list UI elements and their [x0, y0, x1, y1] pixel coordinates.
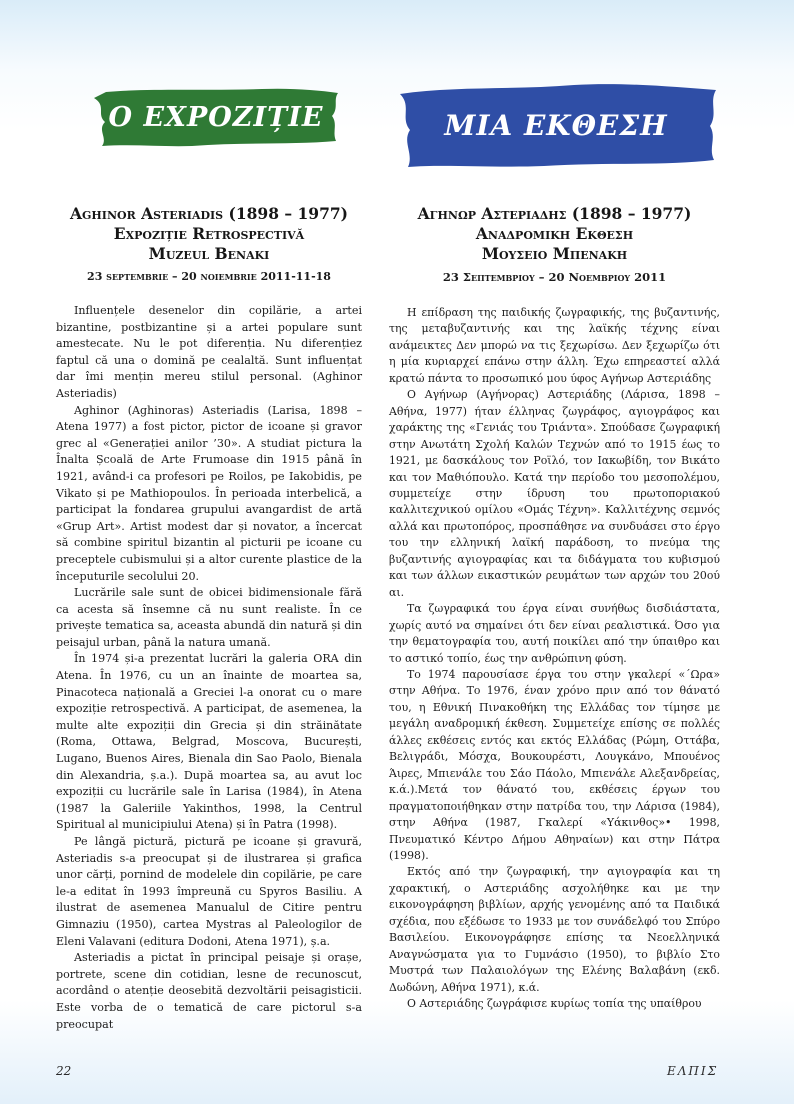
- gr-paragraph: Η επίδραση της παιδικής ζωγραφικής, της βυζαντινής, της μεταβυζαντινής και της λαϊκής τέχνης είναι ανάμεικτες Δεν μπορώ να τις ξεχωρίσω. Δεν ξεχωρίζω ότι η μία κυριαρχεί επάνω στην άλλη. Έχω επηρεαστεί αλλά κρατώ πάντα το προσωπικό μου ύφος Αγήνωρ Αστεριάδης: [389, 306, 720, 385]
- ro-heading-museum: Muzeul Benaki: [148, 244, 270, 263]
- greek-article-column: [389, 204, 720, 1012]
- ro-heading-dates: 23 septembrie – 20 noiembrie 2011-11-18: [87, 270, 331, 283]
- gr-paragraph: Ο Αγήνωρ (Αγήνορας) Αστεριάδης (Λάρισα, 1898 – Αθήνα, 1977) ήταν έλληνας ζωγράφος, αγιογράφος και χαράκτης της «Γενιάς του Τριάντα». Σπούδασε ζωγραφική στην Ανωτάτη Σχολή Καλών Τεχνών από το 1915 έως το 1921, με δασκάλους τον Ροϊλό, τον Ιακωβίδη, τον Βικάτο και τον Μαθιόπουλο. Κατά την περίοδο του μεσοπολέμου, συμμετείχε στην ίδρυση του πρωτοποριακού καλλιτεχνικού ομίλου «Ομάς Τέχνη». Καλλιτέχνης σεμνός αλλά και πρωτοπόρος, προσπάθησε να συνδυάσει στο έργο του την ελληνική λαϊκή παράδοση, το πνεύμα της βυζαντινής αγιογραφίας και τα διδάγματα του κυβισμού και των άλλων εικαστικών ρευμάτων των αρχών του 20ού αι.: [389, 388, 720, 599]
- gr-paragraph: Εκτός από την ζωγραφική, την αγιογραφία και τη χαρακτική, ο Αστεριάδης ασχολήθηκε και με την εικονογράφηση βιβλίων, αρχής γενομένης από τα Παιδικά σχέδια, που εξέδωσε το 1933 με τον συνάδελφό του Σπύρο Βασιλείου. Εικονογράφησε επίσης τα Νεοελληνικά Αναγνώσματα για το Γυμνάσιο (1950), το βιβλίο Στο Μυστρά των Παλαιολόγων της Ελένης Βαλαβάνη (εκδ. Δωδώνη, Αθήνα 1971), κ.ά.: [389, 865, 720, 994]
- romanian-article-heading: [56, 204, 362, 286]
- ro-paragraph: Influențele desenelor din copilărie, a artei bizantine, postbizantine și a artei populare sunt amestecate. Nu le pot diferenția. Nu diferențiez faptul că una o domină pe cealaltă. Sunt influențat dar îmi mențin mereu stilul personal. (Aghinor Asteriadis): [56, 304, 362, 400]
- ro-heading-exhibition: Expoziție Retrospectivă: [113, 224, 305, 243]
- greek-article-heading: [389, 204, 720, 286]
- gr-heading-dates: 23 Σεπτεμβριου – 20 Νοεμβριου 2011: [442, 270, 667, 284]
- greek-article-body: [389, 305, 720, 1012]
- banner-ro-text: O EXPOZIȚIE: [108, 101, 324, 133]
- page-number: 22: [56, 1064, 72, 1078]
- ro-paragraph: Aghinor (Aghinoras) Asteriadis (Larisa, 1898 – Atena 1977) a fost pictor, pictor de icoane și gravor grec al «Generației anilor ’30». A studiat pictura la Înalta Școală de Arte Frumoase din 1915 până în 1921, având-i ca profesori pe Roilos, pe Iakobidis, pe Vikato și pe Mathiopoulos. În perioada interbelică, a participat la fondarea grupului avangardist de artă «Grup Art». Artist modest dar și novator, a încercat să combine spiritul bizantin al picturii pe icoane cu preceptele cubismului și a altor curente plastice de la începuturile secolului 20.: [56, 403, 362, 583]
- ro-paragraph: Lucrările sale sunt de obicei bidimensionale fără ca acesta să însemne că nu sunt realiste. În ce privește tematica sa, aceasta abundă din natură și din peisajul urban, până la natura umană.: [56, 586, 362, 649]
- romanian-article-body: [56, 303, 362, 1033]
- gr-heading-museum: Μουσειο Μπενακη: [481, 244, 628, 263]
- ro-paragraph: În 1974 și-a prezentat lucrări la galeria ORA din Atena. În 1976, cu un an înainte de moartea sa, Pinacoteca națională a Greciei l-a onorat cu o mare expoziție retrospectivă. A participat, de asemenea, la multe alte expoziții din Grecia și din străinătate (Roma, Ottawa, Belgrad, Moscova, București, Lugano, Buenos Aires, Bienala din Sao Paolo, Bienala din Alexandria, ș.a.). După moartea sa, au avut loc expoziții cu lucrările sale în Larisa (1984), în Atena (1987 la Galeriile Yakinthos, 1998, la Centrul Spiritual al municipiului Atena) și în Patra (1998).: [56, 652, 362, 832]
- gr-paragraph: Το 1974 παρουσίασε έργα του στην γκαλερί «΄Ωρα» στην Αθήνα. Το 1976, έναν χρόνο πριν από τον θάνατό του, η Εθνική Πινακοθήκη της Ελλάδας τον τίμησε με μεγάλη αναδρομική έκθεση. Συμμετείχε επίσης σε πολλές άλλες εκθέσεις εντός και εκτός Ελλάδας (Ρώμη, Οττάβα, Βελιγράδι, Μόσχα, Βουκουρέστι, Λουγκάνο, Μπουένος Άιρες, Μπιενάλε του Σάο Πάολο, Μπιενάλε Αλεξανδρείας, κ.ά.).Μετά τον θάνατό του, εκθέσεις έργων του πραγματοποιήθηκαν στην πατρίδα του, την Λάρισα (1984), στην Αθήνα (1987, Γκαλερί «Υάκινθος»• 1998, Πνευματικό Κέντρο Δήμου Αθηναίων) και στην Πάτρα (1998).: [389, 667, 720, 862]
- gr-heading-artist: Αγηνωρ Αστεριαδης (1898 – 1977): [417, 204, 692, 223]
- ro-paragraph: Asteriadis a pictat în principal peisaje și orașe, portrete, scene din cotidian, lesne de recunoscut, acordând o atenție deosebită dezvoltării peisagisticii. Este vorba de o tematică de care pictorul s-a preocupat: [56, 951, 362, 1031]
- banner-gr-text: ΜΙΑ ΕΚΘΕΣΗ: [444, 108, 668, 142]
- gr-heading-exhibition: Αναδρομικη Εκθεση: [475, 224, 634, 243]
- magazine-name: ΕΛΠΙΣ: [667, 1064, 719, 1078]
- ro-heading-artist: Aghinor Asteriadis (1898 – 1977): [69, 204, 348, 223]
- gr-paragraph: Ο Αστεριάδης ζωγράφισε κυρίως τοπία της υπαίθρου: [407, 997, 702, 1011]
- banner-romanian-title: [92, 86, 340, 148]
- banner-greek-title: [394, 80, 718, 168]
- gr-paragraph: Τα ζωγραφικά του έργα είναι συνήθως δισδιάστατα, χωρίς αυτό να σημαίνει ότι δεν είναι ρεαλιστικά. Όσο για την θεματογραφία του, αυτή ποικίλει από την ύπαιθρο και το αστικό τοπίο, έως την ανθρώπινη φύση.: [389, 602, 720, 665]
- ro-paragraph: Pe lângă pictură, pictură pe icoane și gravură, Asteriadis s-a preocupat și de ilustrarea și grafica unor cărți, pornind de modelele din copilărie, pe care le-a editat în 1993 împreună cu Spyros Basiliu. A ilustrat de asemenea Manualul de Citire pentru Gimnaziu (1950), cartea Mystras al Paleologilor de Eleni Valavani (editura Dodoni, Atena 1971), ș.a.: [56, 835, 362, 948]
- romanian-article-column: [56, 204, 362, 1033]
